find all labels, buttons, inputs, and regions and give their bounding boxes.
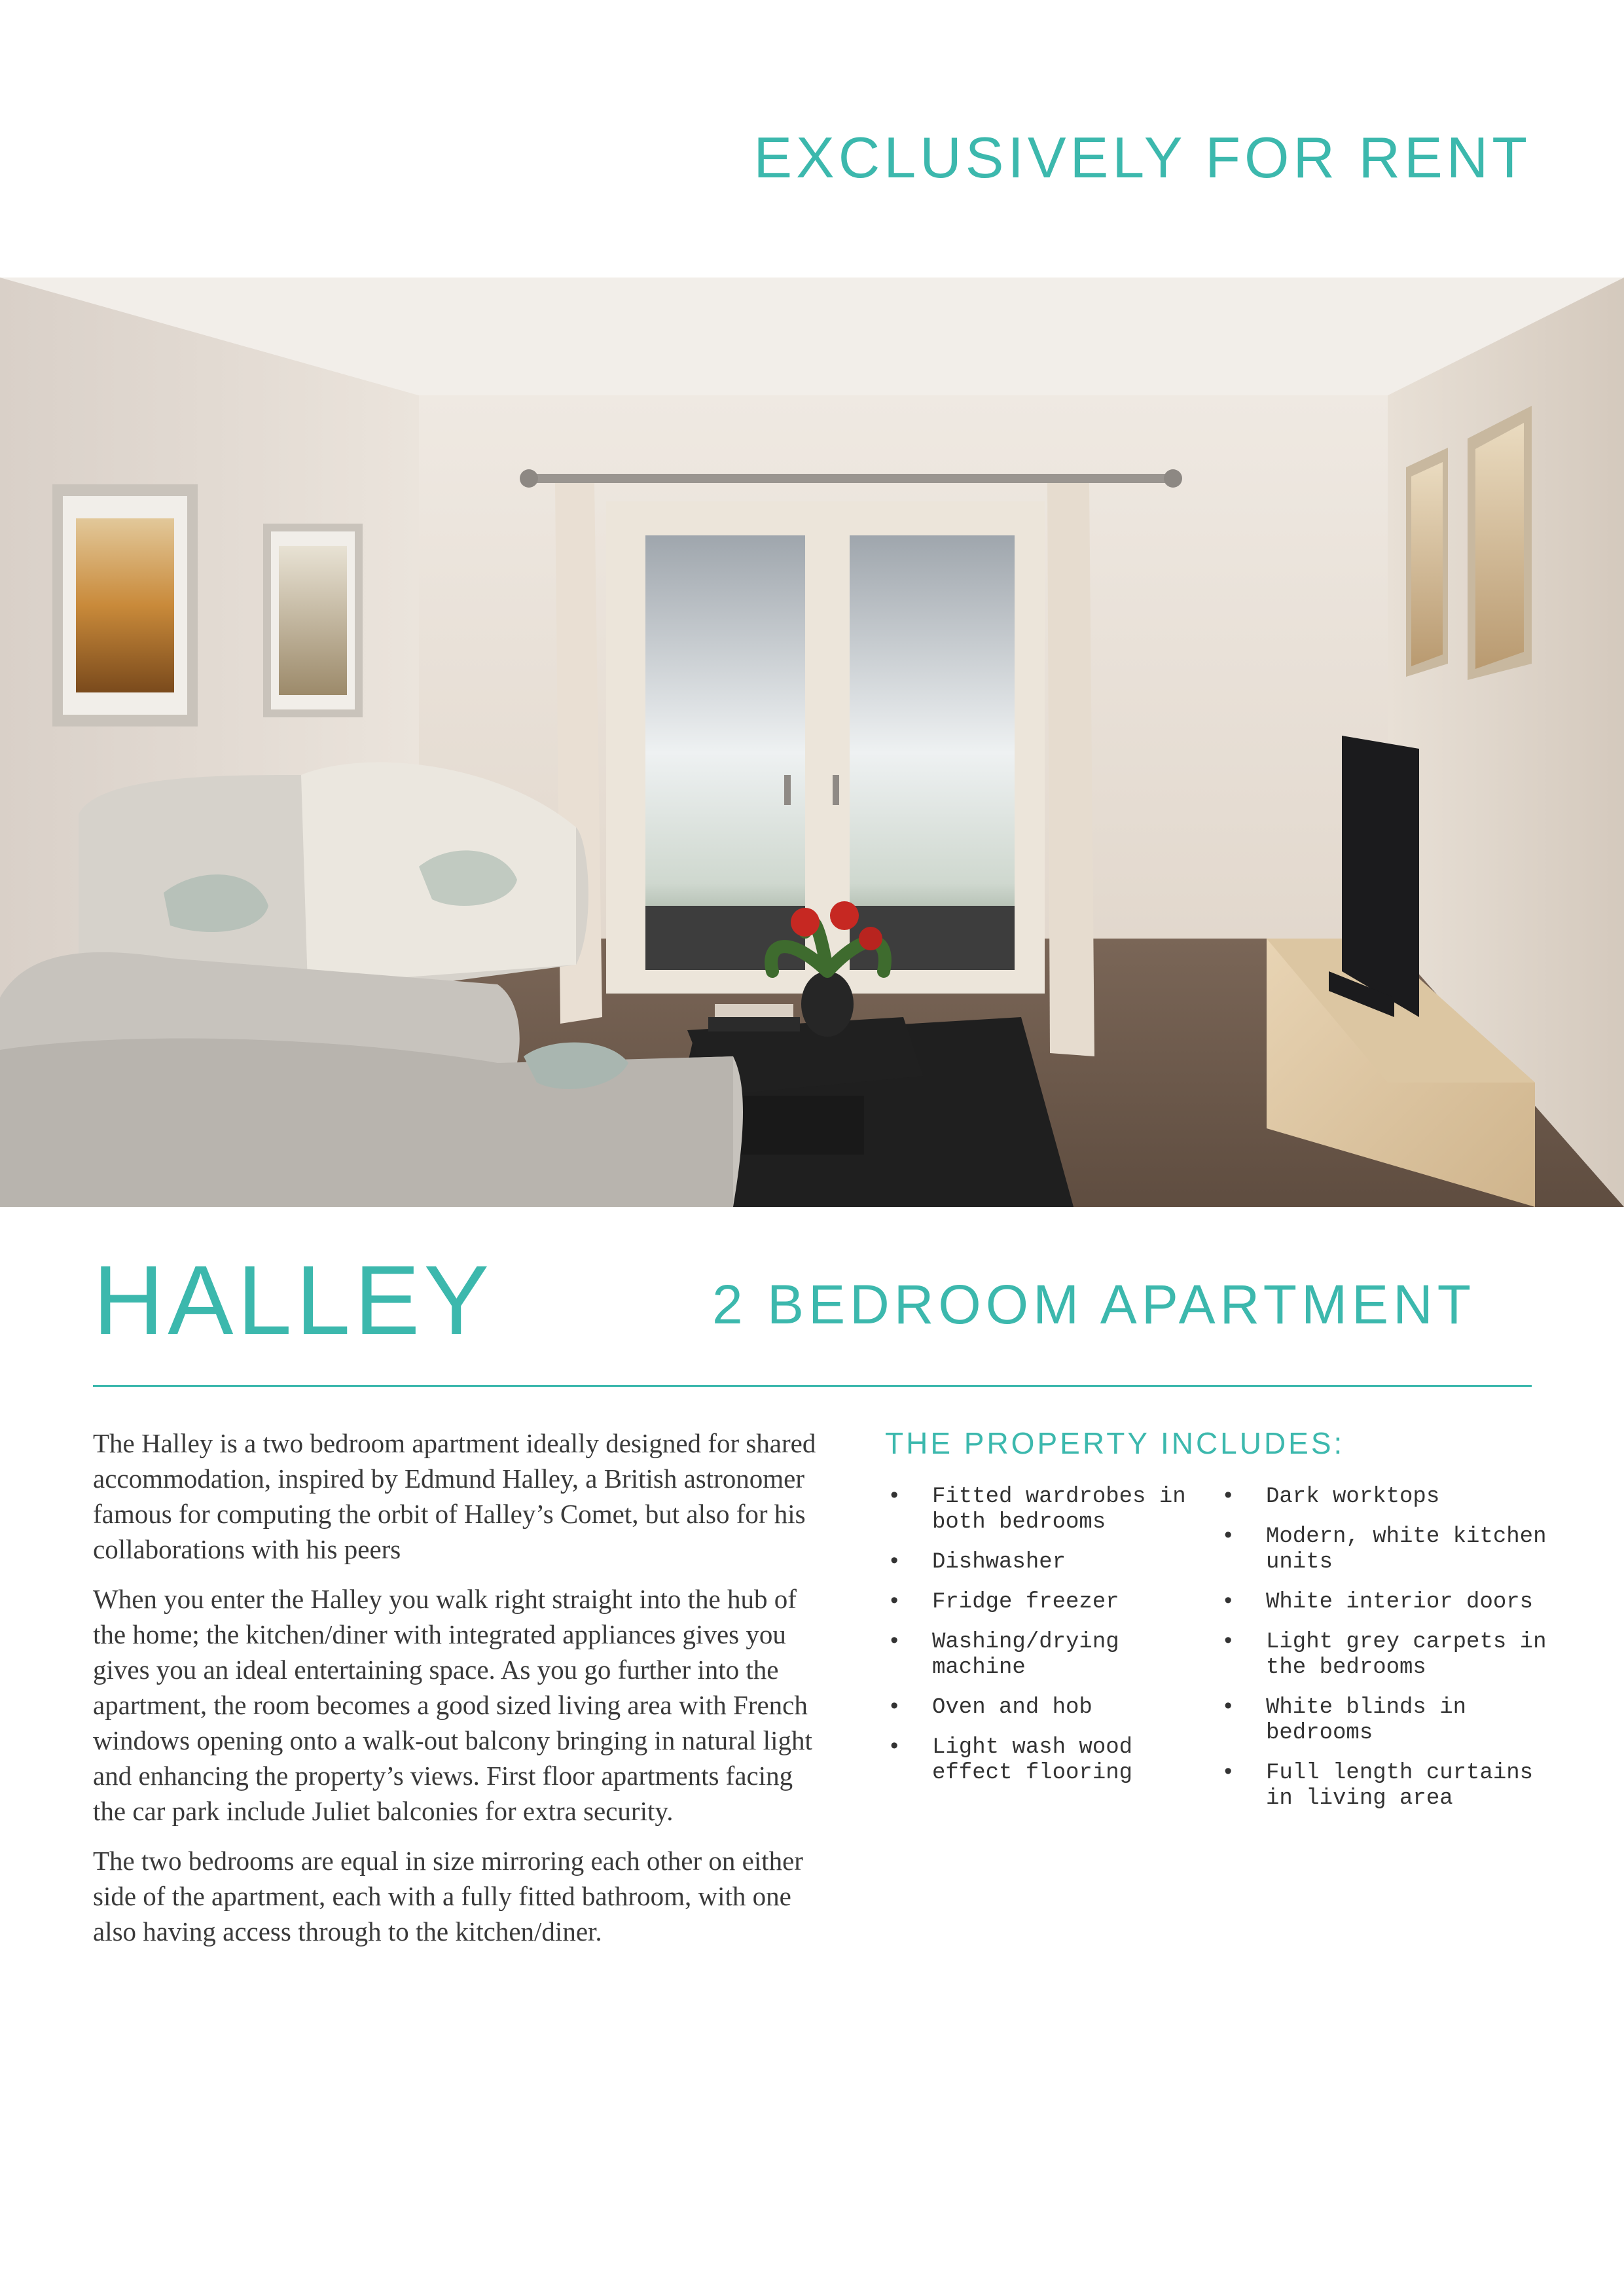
feature-item xyxy=(885,1695,1199,1721)
feature-text: Fitted wardrobes in both bedrooms xyxy=(932,1484,1186,1535)
bullet-icon: • xyxy=(1221,1524,1235,1549)
description-paragraph: The Halley is a two bedroom apartment ideally designed for shared accommodation, inspired by Edmund Halley, a British astronomer famous for computing the orbit of Halley’s Comet, but also for his collaborations with his peers xyxy=(93,1428,816,1564)
description-paragraph: When you enter the Halley you walk right straight into the hub of the home; the kitchen/diner with integrated appliances gives you gives you an ideal entertaining space. As you go further into the apartment, the room becomes a good sized living area with French windows opening onto a walk-out balcony bringing in natural light and enhancing the property’s views. First floor apartments facing the car park include Juliet balconies for extra security. xyxy=(93,1584,812,1826)
feature-text: Oven and hob xyxy=(932,1695,1092,1720)
feature-text: Washing/drying machine xyxy=(932,1630,1119,1680)
feature-item xyxy=(885,1735,1199,1786)
bullet-icon: • xyxy=(888,1695,901,1720)
feature-text: White interior doors xyxy=(1266,1590,1534,1615)
feature-item xyxy=(1219,1630,1559,1681)
bullet-icon: • xyxy=(888,1550,901,1575)
feature-item xyxy=(1219,1695,1559,1746)
feature-item xyxy=(1219,1761,1559,1812)
feature-item xyxy=(885,1484,1199,1535)
feature-item xyxy=(885,1590,1199,1615)
bullet-icon: • xyxy=(1221,1590,1235,1615)
bullet-icon: • xyxy=(1221,1695,1235,1720)
feature-item xyxy=(1219,1590,1559,1615)
hero-image xyxy=(0,278,1624,1207)
feature-text: Full length curtains in living area xyxy=(1266,1761,1534,1811)
property-type: 2 BEDROOM APARTMENT xyxy=(712,1274,1476,1335)
feature-text: Fridge freezer xyxy=(932,1590,1119,1615)
feature-text: Light grey carpets in the bedrooms xyxy=(1266,1630,1547,1680)
feature-text: Light wash wood effect flooring xyxy=(932,1735,1133,1785)
features-list-right xyxy=(1219,1484,1559,1826)
bullet-icon: • xyxy=(888,1630,901,1655)
description-paragraph: The two bedrooms are equal in size mirroring each other on either side of the apartment, each with a fully fitted bathroom, with one also having access through to the kitchen/diner. xyxy=(93,1846,803,1946)
property-description xyxy=(93,1426,820,1964)
bullet-icon: • xyxy=(1221,1630,1235,1655)
feature-item xyxy=(885,1550,1199,1575)
feature-text: Dark worktops xyxy=(1266,1484,1440,1509)
exclusively-for-rent-label: EXCLUSIVELY FOR RENT xyxy=(753,125,1531,190)
features-list-left xyxy=(885,1484,1199,1801)
bullet-icon: • xyxy=(888,1484,901,1509)
feature-text: Dishwasher xyxy=(932,1550,1066,1575)
feature-text: White blinds in bedrooms xyxy=(1266,1695,1467,1746)
feature-item xyxy=(1219,1524,1559,1575)
bullet-icon: • xyxy=(1221,1484,1235,1509)
feature-item xyxy=(1219,1484,1559,1510)
bullet-icon: • xyxy=(888,1735,901,1760)
bullet-icon: • xyxy=(1221,1761,1235,1785)
property-name: HALLEY xyxy=(93,1245,494,1355)
features-heading: THE PROPERTY INCLUDES: xyxy=(885,1426,1345,1460)
divider-line xyxy=(93,1385,1532,1387)
feature-item xyxy=(885,1630,1199,1681)
feature-text: Modern, white kitchen units xyxy=(1266,1524,1547,1575)
bullet-icon: • xyxy=(888,1590,901,1615)
